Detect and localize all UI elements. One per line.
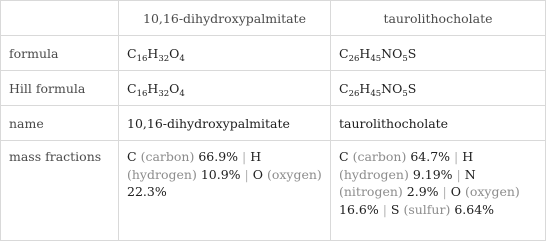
formula-subscript: 26 bbox=[348, 53, 360, 64]
formula-subscript: 4 bbox=[179, 88, 185, 99]
formula-subscript: 16 bbox=[136, 88, 148, 99]
compound-header-1: 10,16-dihydroxypalmitate bbox=[119, 1, 331, 36]
formula-subscript: 45 bbox=[370, 53, 382, 64]
formula-element: H bbox=[147, 80, 159, 96]
formula-element: C bbox=[127, 80, 137, 96]
formula-element: S bbox=[407, 80, 417, 96]
formula-element: H bbox=[359, 45, 371, 61]
fraction-value: 66.9% bbox=[198, 149, 239, 164]
fraction-value: 2.9% bbox=[406, 184, 439, 199]
fraction-value: 64.7% bbox=[410, 149, 451, 164]
formula-subscript: 26 bbox=[348, 88, 360, 99]
hill-formula-cell-1 bbox=[119, 71, 331, 106]
element-symbol: H bbox=[462, 149, 474, 164]
element-name: (nitrogen) bbox=[339, 184, 403, 199]
formula-subscript: 45 bbox=[370, 88, 382, 99]
formula-cell-2 bbox=[331, 36, 546, 71]
name-label: name bbox=[1, 106, 119, 141]
mass-fractions-label: mass fractions bbox=[1, 141, 119, 241]
hill-formula-label: Hill formula bbox=[1, 71, 119, 106]
name-cell-1: 10,16-dihydroxypalmitate bbox=[119, 106, 331, 141]
formula-subscript: 4 bbox=[179, 53, 185, 64]
formula-row bbox=[1, 36, 546, 71]
mass-fractions-cell-1 bbox=[119, 141, 331, 241]
fraction-value: 6.64% bbox=[454, 201, 495, 217]
element-name: (carbon) bbox=[140, 149, 195, 164]
formula-element: O bbox=[169, 45, 180, 61]
element-name: (sulfur) bbox=[403, 201, 451, 217]
fraction-separator: | bbox=[442, 184, 447, 199]
fraction-value: 10.9% bbox=[200, 166, 241, 182]
formula-element: NO bbox=[381, 45, 403, 61]
formula-subscript: 16 bbox=[136, 53, 148, 64]
fraction-value: 9.19% bbox=[412, 166, 453, 182]
name-row bbox=[1, 106, 546, 141]
fraction-separator: | bbox=[382, 201, 387, 217]
fraction-value: 16.6% bbox=[339, 201, 379, 217]
formula-subscript: 5 bbox=[402, 88, 408, 99]
compound-header-2: taurolithocholate bbox=[331, 1, 546, 36]
fraction-separator: | bbox=[456, 166, 461, 182]
formula-element: C bbox=[339, 80, 349, 96]
formula-element: C bbox=[127, 45, 137, 61]
formula-element: H bbox=[147, 45, 159, 61]
element-symbol: O bbox=[252, 166, 263, 182]
corner-cell bbox=[1, 1, 119, 36]
header-row bbox=[1, 1, 546, 36]
hill-formula-row bbox=[1, 71, 546, 106]
formula-subscript: 32 bbox=[158, 53, 170, 64]
element-name: (oxygen) bbox=[266, 166, 322, 182]
element-name: (oxygen) bbox=[464, 184, 520, 199]
formula-element: O bbox=[169, 80, 180, 96]
name-cell-2: taurolithocholate bbox=[331, 106, 546, 141]
fraction-separator: | bbox=[454, 149, 459, 164]
element-symbol: C bbox=[339, 149, 349, 164]
fraction-separator: | bbox=[244, 166, 249, 182]
element-symbol: C bbox=[127, 149, 137, 164]
formula-element: S bbox=[407, 45, 417, 61]
fraction-separator: | bbox=[242, 149, 247, 164]
hill-formula-cell-2 bbox=[331, 71, 546, 106]
element-symbol: S bbox=[390, 201, 400, 217]
fraction-value: 22.3% bbox=[127, 184, 167, 199]
element-name: (carbon) bbox=[352, 149, 407, 164]
formula-element: NO bbox=[381, 80, 403, 96]
mass-fractions-cell-2 bbox=[331, 141, 546, 241]
formula-subscript: 5 bbox=[402, 53, 408, 64]
mass-fractions-row bbox=[1, 141, 546, 241]
element-symbol: H bbox=[250, 149, 262, 164]
formula-label: formula bbox=[1, 36, 119, 71]
element-name: (hydrogen) bbox=[127, 166, 197, 182]
formula-element: C bbox=[339, 45, 349, 61]
element-symbol: N bbox=[464, 166, 476, 182]
formula-cell-1 bbox=[119, 36, 331, 71]
formula-element: H bbox=[359, 80, 371, 96]
element-name: (hydrogen) bbox=[339, 166, 409, 182]
formula-subscript: 32 bbox=[158, 88, 170, 99]
element-symbol: O bbox=[450, 184, 461, 199]
